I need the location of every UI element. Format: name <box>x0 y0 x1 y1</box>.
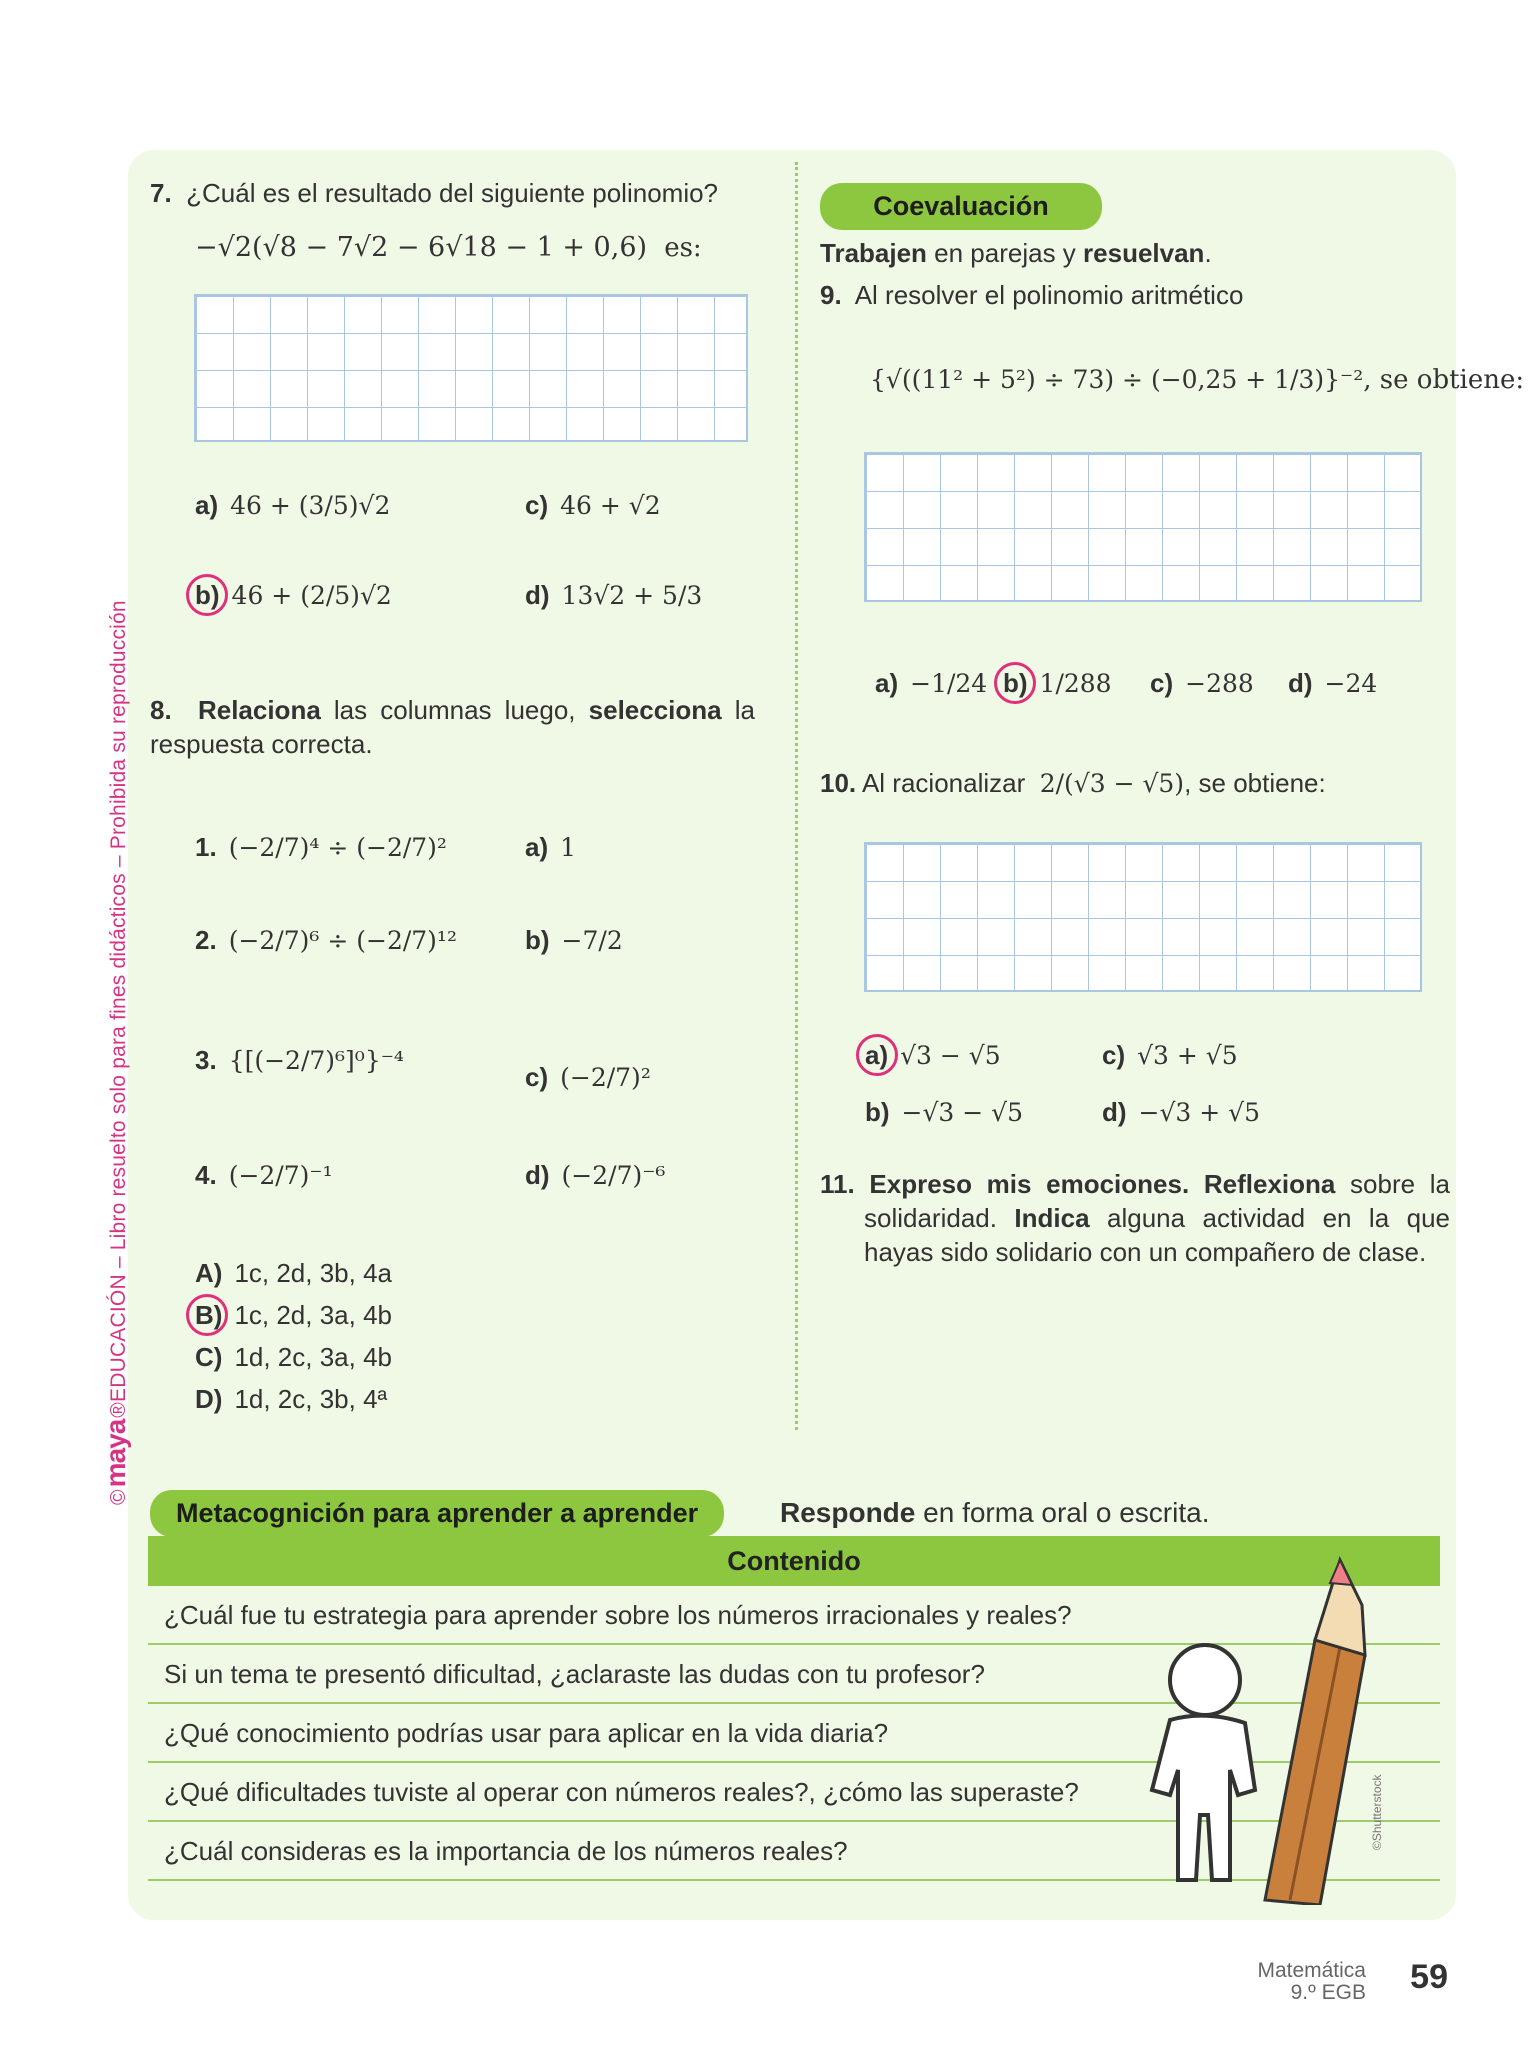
q8-left-3: 3. {[(−2/7)⁶]⁰}⁻⁴ <box>195 1045 404 1075</box>
q10-option-b[interactable]: b) −√3 − √5 <box>865 1097 1024 1127</box>
q8-answer-C[interactable]: C) 1d, 2c, 3a, 4b <box>195 1342 392 1372</box>
q11-question: 11. Expreso mis emociones. Reflexiona sobre la solidaridad. Indica alguna actividad en la que hayas sido solidario con un compañero de clase. <box>820 1169 1450 1267</box>
q8-left-2: 2. (−2/7)⁶ ÷ (−2/7)¹² <box>195 925 457 955</box>
meta-instructions: Responde en forma oral o escrita. <box>780 1497 1210 1528</box>
selected-answer-circle <box>994 662 1036 704</box>
q10-option-a[interactable]: a) √3 − √5 <box>865 1040 1001 1071</box>
coeval-instructions: Trabajen en parejas y resuelvan. <box>820 238 1212 268</box>
image-credit: ©Shutterstock <box>1370 1774 1384 1850</box>
q8-answer-B[interactable]: B) 1c, 2d, 3a, 4b <box>195 1300 392 1331</box>
q8-left-4: 4. (−2/7)⁻¹ <box>195 1160 333 1190</box>
q7-option-d[interactable]: d) 13√2 + 5/3 <box>525 580 703 610</box>
q10-question: 10. Al racionalizar 2/(√3 − √5), se obtiene: <box>820 768 1326 798</box>
selected-answer-circle <box>186 1294 228 1336</box>
q7-option-b[interactable]: b) 46 + (2/5)√2 <box>195 580 392 611</box>
q8-answer-D[interactable]: D) 1d, 2c, 3b, 4ª <box>195 1384 388 1414</box>
q9-expression: {√((11² + 5²) ÷ 73) ÷ (−0,25 + 1/3)}⁻², se obtiene: <box>870 365 1525 395</box>
q9-option-c[interactable]: c) −288 <box>1150 668 1254 698</box>
q7-option-a[interactable]: a) 46 + (3/5)√2 <box>195 490 391 520</box>
q7-expression: −√2(√8 − 7√2 − 6√18 − 1 + 0,6) es: <box>195 232 702 263</box>
pencil-figure-illustration <box>1130 1545 1380 1905</box>
q10-answer-grid[interactable] <box>864 842 1422 992</box>
q7-option-c[interactable]: c) 46 + √2 <box>525 490 661 520</box>
q8-right-b: b) −7/2 <box>525 925 623 955</box>
q8-question: 8. Relaciona las columnas luego, selecciona la respuesta correcta. <box>150 695 756 759</box>
page-number: 59 <box>1410 1958 1448 1996</box>
table-row: ¿Qué dificultades tuviste al operar con números reales?, ¿cómo las superaste? <box>148 1763 1440 1822</box>
table-row: ¿Cuál consideras es la importancia de los números reales? <box>148 1822 1440 1881</box>
q7-answer-grid[interactable] <box>194 294 748 442</box>
selected-answer-circle <box>186 574 228 616</box>
q9-option-d[interactable]: d) −24 <box>1288 668 1378 698</box>
metacognicion-badge: Metacognición para aprender a aprender <box>150 1490 724 1537</box>
q9-option-a[interactable]: a) −1/24 <box>875 668 988 698</box>
table-header: Contenido <box>148 1536 1440 1586</box>
q9-option-b[interactable]: b) 1/288 <box>1003 668 1112 699</box>
table-row: ¿Cuál fue tu estrategia para aprender sobre los números irracionales y reales? <box>148 1586 1440 1645</box>
table-row: ¿Qué conocimiento podrías usar para aplicar en la vida diaria? <box>148 1704 1440 1763</box>
q8-right-d: d) (−2/7)⁻⁶ <box>525 1160 666 1190</box>
sidebar-credit: ©maya®EDUCACIÓN – Libro resuelto solo para fines didácticos – Prohibida su reproducción <box>100 600 131 1505</box>
table-row: Si un tema te presentó dificultad, ¿aclaraste las dudas con tu profesor? <box>148 1645 1440 1704</box>
q10-option-d[interactable]: d) −√3 + √5 <box>1102 1097 1261 1127</box>
pencil-icon <box>1265 1560 1365 1905</box>
q9-question: 9. Al resolver el polinomio aritmético <box>820 280 1244 310</box>
q9-answer-grid[interactable] <box>864 452 1422 602</box>
footer-subject: Matemática 9.º EGB <box>1257 1959 1366 2004</box>
q7-question: 7. ¿Cuál es el resultado del siguiente polinomio? <box>150 178 719 208</box>
q8-right-a: a) 1 <box>525 832 577 862</box>
person-icon <box>1152 1645 1255 1880</box>
column-divider <box>795 162 798 1430</box>
q10-option-c[interactable]: c) √3 + √5 <box>1102 1040 1238 1070</box>
selected-answer-circle <box>856 1034 898 1076</box>
coevaluacion-badge: Coevaluación <box>820 183 1102 230</box>
q8-left-1: 1. (−2/7)⁴ ÷ (−2/7)² <box>195 832 447 862</box>
q8-right-c: c) (−2/7)² <box>525 1062 651 1092</box>
q8-answer-A[interactable]: A) 1c, 2d, 3b, 4a <box>195 1258 392 1288</box>
